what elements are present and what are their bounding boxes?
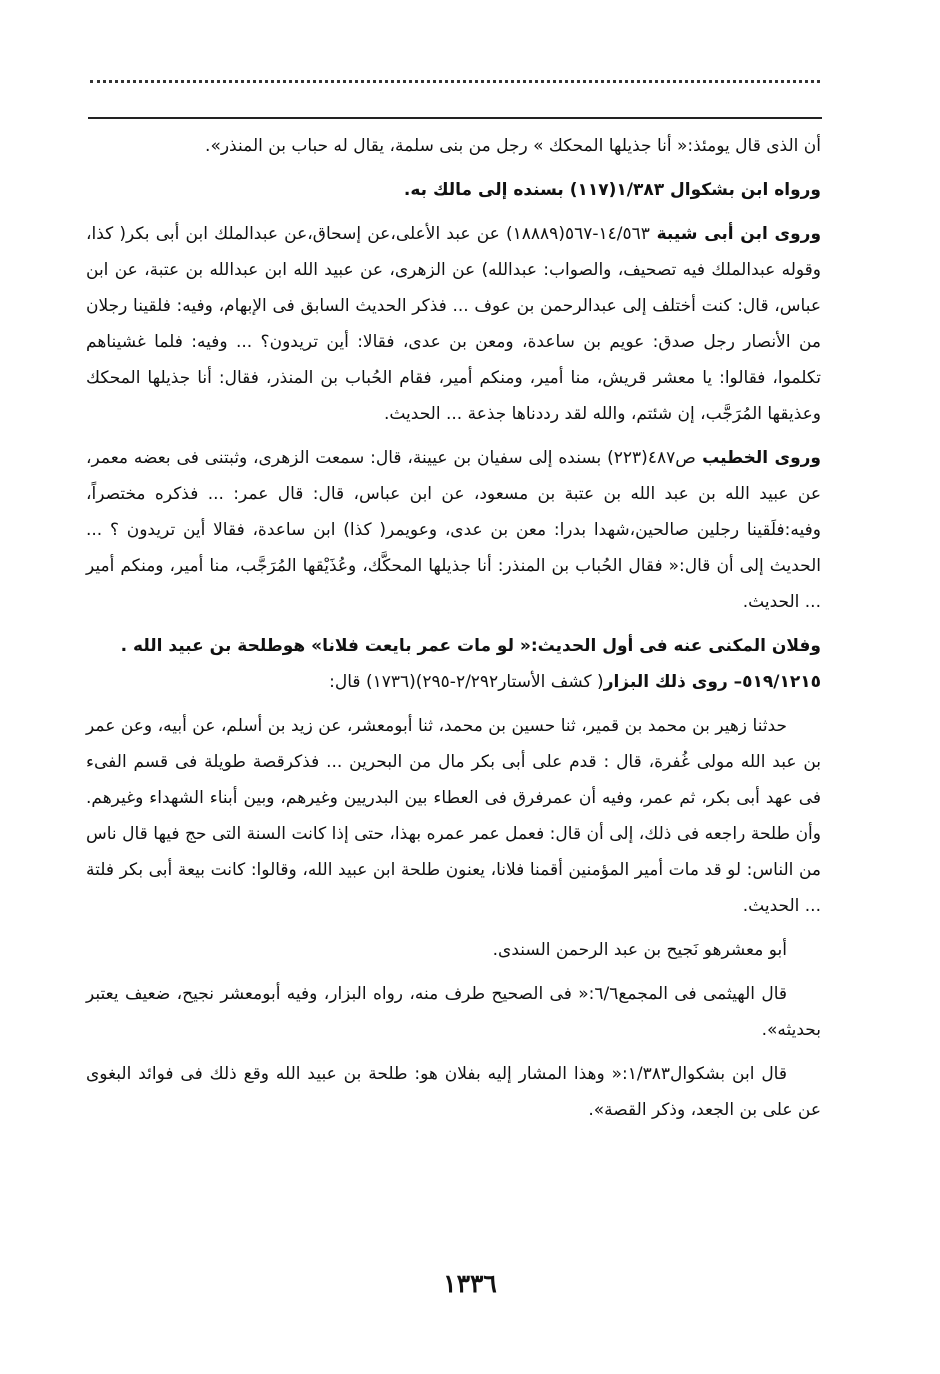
text-run: ( كشف الأستار٢/٢٩٢-٢٩٥)(١٧٣٦) قال:: [329, 672, 604, 692]
text-run: قال الهيثمى فى المجمع٦/٦:« فى الصحيح طرف منه، رواه البزار، وفيه أبومعشر نجيح، ضعيف يعتبر بحديثه».: [86, 984, 821, 1040]
paragraph: [86, 708, 821, 924]
paragraph: [86, 628, 821, 664]
paragraph: [86, 440, 821, 620]
paragraph: [86, 128, 821, 164]
paragraph: [86, 932, 821, 968]
text-run: أن الذى قال يومئذ:« أنا جذيلها المحكك » رجل من بنى سلمة، يقال له حباب بن المنذر».: [205, 136, 821, 156]
paragraph: [86, 216, 821, 432]
text-run: حدثنا زهير بن محمد بن قمير، ثنا حسين بن محمد، ثنا أبومعشر، عن زيد بن أسلم، عن أبيه، وعن عمر بن عبد الله مولى غُفرة، قال : قدم على أبى بكر مال من البحرين ... فذكرقصة طويلة فى قسم الفىء فى عهد أبى بكر، ثم عمر، وفيه أن عمرفرق فى العطاء بين البدريين وغيرهم، وبين أبناء الشهداء وغيرهم. وأن طلحة راجعه فى ذلك، إلى أن قال: فعمل عمر عمره بهذا، حتى إذا كانت السنة التى حج فيها قال ناس من الناس: لو قد مات أمير المؤمنين أقمنا فلانا، يعنون طلحة ابن عبيد الله، وقالوا: كانت بيعة أبى بكر فلتة ... الحديث.: [86, 716, 821, 916]
paragraph: [86, 976, 821, 1048]
paragraph: [86, 664, 821, 700]
text-run: ص٤٨٧(٢٢٣) بسنده إلى سفيان بن عيينة، قال: سمعت الزهرى، وثبتنى فى بعضه معمر، عن عبيد الله بن عبد الله بن عتبة بن مسعود، عن ابن عباس، قال: قال عمر: ... فذكره مختصراً، وفيه:فلَقينا رجلين صالحين،شهدا بدرا: معن بن عدى، وعويمر( كذا) ابن ساعدة، فقالا أين تريدون ؟ ... الحديث إلى أن قال:« فقال الحُباب بن المنذر: أنا جذيلها المحكَّك، وعُذَيْقها المُرَجَّب، منا أمير، ومنكم أمير ... الحديث.: [86, 448, 821, 612]
paragraph: [86, 1056, 821, 1128]
main-text: [86, 128, 821, 1128]
text-run: قال ابن بشكوال١/٣٨٣:« وهذا المشار إليه بفلان هو: طلحة بن عبيد الله وقع ذلك فى فوائد البغوى عن على بن الجعد، وذكر القصة».: [86, 1064, 821, 1120]
paragraph: [86, 172, 821, 208]
dotted-separator: [90, 80, 820, 97]
source-name: وروى ابن أبى شيبة: [649, 224, 822, 244]
page-number: ١٣٣٦: [443, 1269, 497, 1298]
source-name: وروى الخطيب: [695, 448, 822, 468]
text-run: وفلان المكنى عنه فى أول الحديث:« لو مات عمر بايعت فلانا» هوطلحة بن عبيد الله .: [120, 636, 821, 656]
entry-heading: ٥١٩/١٢١٥– روى ذلك البزار: [603, 672, 821, 692]
text-run: أبو معشرهو نَجيح بن عبد الرحمن السندى.: [492, 940, 787, 960]
text-run: ١٤/٥٦٣-٥٦٧(١٨٨٨٩) عن عبد الأعلى،عن إسحاق،عن عبدالملك ابن أبى بكر( كذا، وقوله عبدالملك فيه تصحيف، والصواب: عبدالله) عن الزهرى، عن عبيد الله ابن عبدالله بن عتبة، عن ابن عباس، قال: كنت أختلف إلى عبدالرحمن بن عوف ... فذكر الحديث السابق فى الإبهام، وفيه: فلقينا رجلان من الأنصار رجل صدق: عويم بن ساعدة، ومعن بن عدى، فقالا: أين تريدون؟ ... وفيه: فلما غشيناهم تكلموا، فقالوا: يا معشر قريش، منا أمير، ومنكم أمير، فقام الحُباب بن المنذر، فقال: أنا جذيلها المحكك وعذيقها المُرَجَّب، إن شئتم، والله لقد رددناها جذعة ... الحديث.: [86, 224, 821, 424]
text-run: ورواه ابن بشكوال ١/٣٨٣(١١٧) بسنده إلى مالك به.: [403, 180, 821, 200]
horizontal-rule: [88, 117, 822, 119]
